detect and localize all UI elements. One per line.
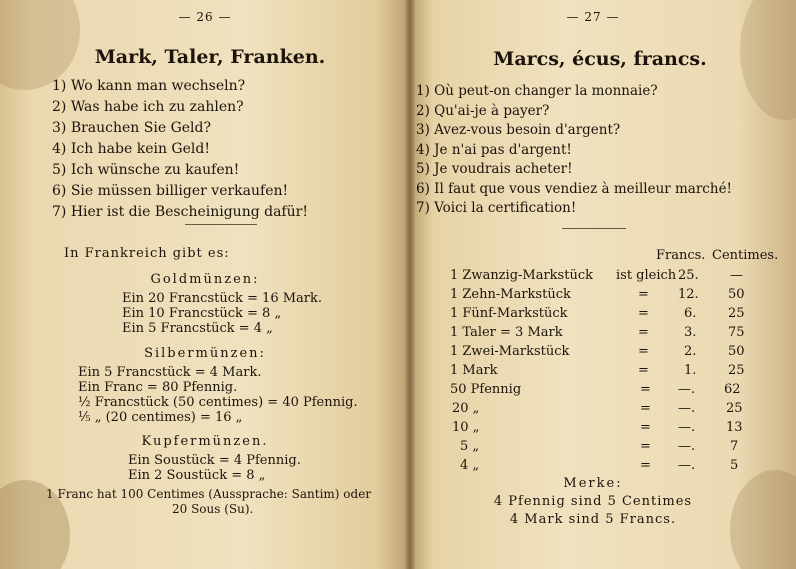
equals-cell: =	[640, 382, 651, 397]
equals-cell: =	[640, 458, 651, 473]
francs-cell: 6.	[684, 306, 697, 321]
question-item: 6) Il faut que vous vendiez à meilleur marché!	[416, 180, 732, 197]
silver-line: Ein 5 Francstück = 4 Mark.	[78, 365, 262, 380]
question-item: 2) Qu'ai-je à payer?	[416, 102, 550, 119]
note-line: 4 Pfennig sind 5 Centimes	[493, 494, 693, 509]
page-title: Mark, Taler, Franken.	[94, 46, 326, 68]
centimes-cell: 5	[730, 458, 739, 473]
francs-column-header: Francs.	[656, 248, 706, 263]
coin-cell: 1 Taler = 3 Mark	[450, 325, 563, 340]
francs-cell: 3.	[684, 325, 697, 340]
footer-line: 1 Franc hat 100 Centimes (Aussprache: Santim) oder	[46, 487, 372, 501]
equals-cell: =	[638, 287, 649, 302]
page-number: — 26 —	[178, 10, 232, 24]
question-item: 5) Ich wünsche zu kaufen!	[52, 162, 240, 178]
francs-cell: 1.	[684, 363, 697, 378]
francs-cell: 2.	[684, 344, 697, 359]
silver-heading: Silbermünzen:	[144, 346, 266, 361]
table-row	[410, 268, 796, 286]
question-item: 2) Was habe ich zu zahlen?	[52, 99, 244, 115]
table-row	[410, 439, 796, 457]
equals-cell: =	[640, 420, 651, 435]
question-item: 4) Je n'ai pas d'argent!	[416, 141, 572, 158]
silver-line: ½ Francstück (50 centimes) = 40 Pfennig.	[78, 395, 358, 410]
question-item: 7) Voici la certification!	[416, 200, 577, 216]
francs-cell: 12.	[678, 287, 699, 302]
francs-cell: —.	[678, 439, 696, 454]
silver-line: Ein Franc = 80 Pfennig.	[78, 380, 238, 395]
table-row	[410, 306, 796, 324]
equals-cell: =	[638, 306, 649, 321]
centimes-cell: 50	[728, 344, 745, 359]
centimes-column-header: Centimes.	[712, 248, 779, 263]
centimes-cell: 7	[730, 439, 739, 454]
table-row	[410, 344, 796, 362]
question-list	[52, 76, 308, 223]
question-item: 7) Hier ist die Bescheinigung dafür!	[52, 204, 308, 220]
coin-cell: 10 „	[452, 420, 480, 435]
table-row	[410, 458, 796, 476]
francs-cell: 25.	[678, 268, 699, 283]
question-item: 3) Brauchen Sie Geld?	[52, 120, 211, 136]
silver-line: ⅕ „ (20 centimes) = 16 „	[78, 410, 243, 425]
gold-line: Ein 20 Francstück = 16 Mark.	[122, 291, 323, 306]
coin-cell: 1 Zwei-Markstück	[450, 344, 570, 359]
centimes-cell: 25	[728, 306, 745, 321]
table-row	[410, 363, 796, 381]
note-line: 4 Mark sind 5 Francs.	[509, 512, 677, 527]
table-row	[410, 382, 796, 400]
centimes-cell: 75	[728, 325, 745, 340]
coin-cell: 1 Zwanzig-Markstück	[450, 268, 593, 283]
gold-heading: Goldmünzen:	[150, 272, 260, 287]
centimes-cell: —	[730, 268, 743, 283]
gold-line: Ein 5 Francstück = 4 „	[122, 321, 273, 336]
question-item: 3) Avez-vous besoin d'argent?	[416, 122, 621, 138]
francs-cell: —.	[678, 420, 696, 435]
page-number: — 27 —	[566, 10, 620, 24]
equals-cell: ist gleich	[616, 268, 677, 283]
question-item: 1) Où peut-on changer la monnaie?	[416, 83, 658, 99]
centimes-cell: 25	[728, 363, 745, 378]
coin-cell: 20 „	[452, 401, 480, 416]
equals-cell: =	[638, 325, 649, 340]
table-row	[410, 420, 796, 438]
book-gutter	[405, 0, 415, 569]
coin-cell: 5 „	[460, 439, 480, 454]
francs-cell: —.	[678, 382, 696, 397]
right-page	[410, 0, 796, 569]
section-divider	[562, 228, 626, 229]
question-item: 1) Wo kann man wechseln?	[52, 78, 246, 94]
coin-cell: 1 Mark	[450, 363, 498, 378]
equals-cell: =	[640, 401, 651, 416]
table-row	[410, 325, 796, 343]
question-item: 5) Je voudrais acheter!	[416, 161, 573, 177]
coin-cell: 1 Fünf-Markstück	[450, 306, 568, 321]
section-divider	[185, 224, 257, 225]
copper-line: Ein 2 Soustück = 8 „	[128, 468, 266, 483]
centimes-cell: 13	[726, 420, 743, 435]
coin-cell: 1 Zehn-Markstück	[450, 287, 571, 302]
francs-cell: —.	[678, 458, 696, 473]
table-row	[410, 287, 796, 305]
table-row	[410, 401, 796, 419]
coin-cell: 4 „	[460, 458, 480, 473]
centimes-cell: 25	[726, 401, 743, 416]
page-title: Marcs, écus, francs.	[493, 48, 707, 70]
equals-cell: =	[640, 439, 651, 454]
equals-cell: =	[638, 363, 649, 378]
centimes-cell: 50	[728, 287, 745, 302]
coins-intro: In Frankreich gibt es:	[64, 246, 230, 261]
footer-line: 20 Sous (Su).	[172, 502, 254, 516]
francs-cell: —.	[678, 401, 696, 416]
gold-line: Ein 10 Francstück = 8 „	[122, 306, 282, 321]
copper-heading: Kupfermünzen.	[141, 434, 269, 449]
note-heading: Merke:	[563, 476, 623, 491]
equals-cell: =	[638, 344, 649, 359]
centimes-cell: 62	[724, 382, 741, 397]
question-item: 6) Sie müssen billiger verkaufen!	[52, 183, 289, 199]
question-item: 4) Ich habe kein Geld!	[52, 141, 210, 157]
question-list	[416, 82, 732, 219]
copper-line: Ein Soustück = 4 Pfennig.	[128, 453, 301, 468]
coin-cell: 50 Pfennig	[450, 382, 522, 397]
